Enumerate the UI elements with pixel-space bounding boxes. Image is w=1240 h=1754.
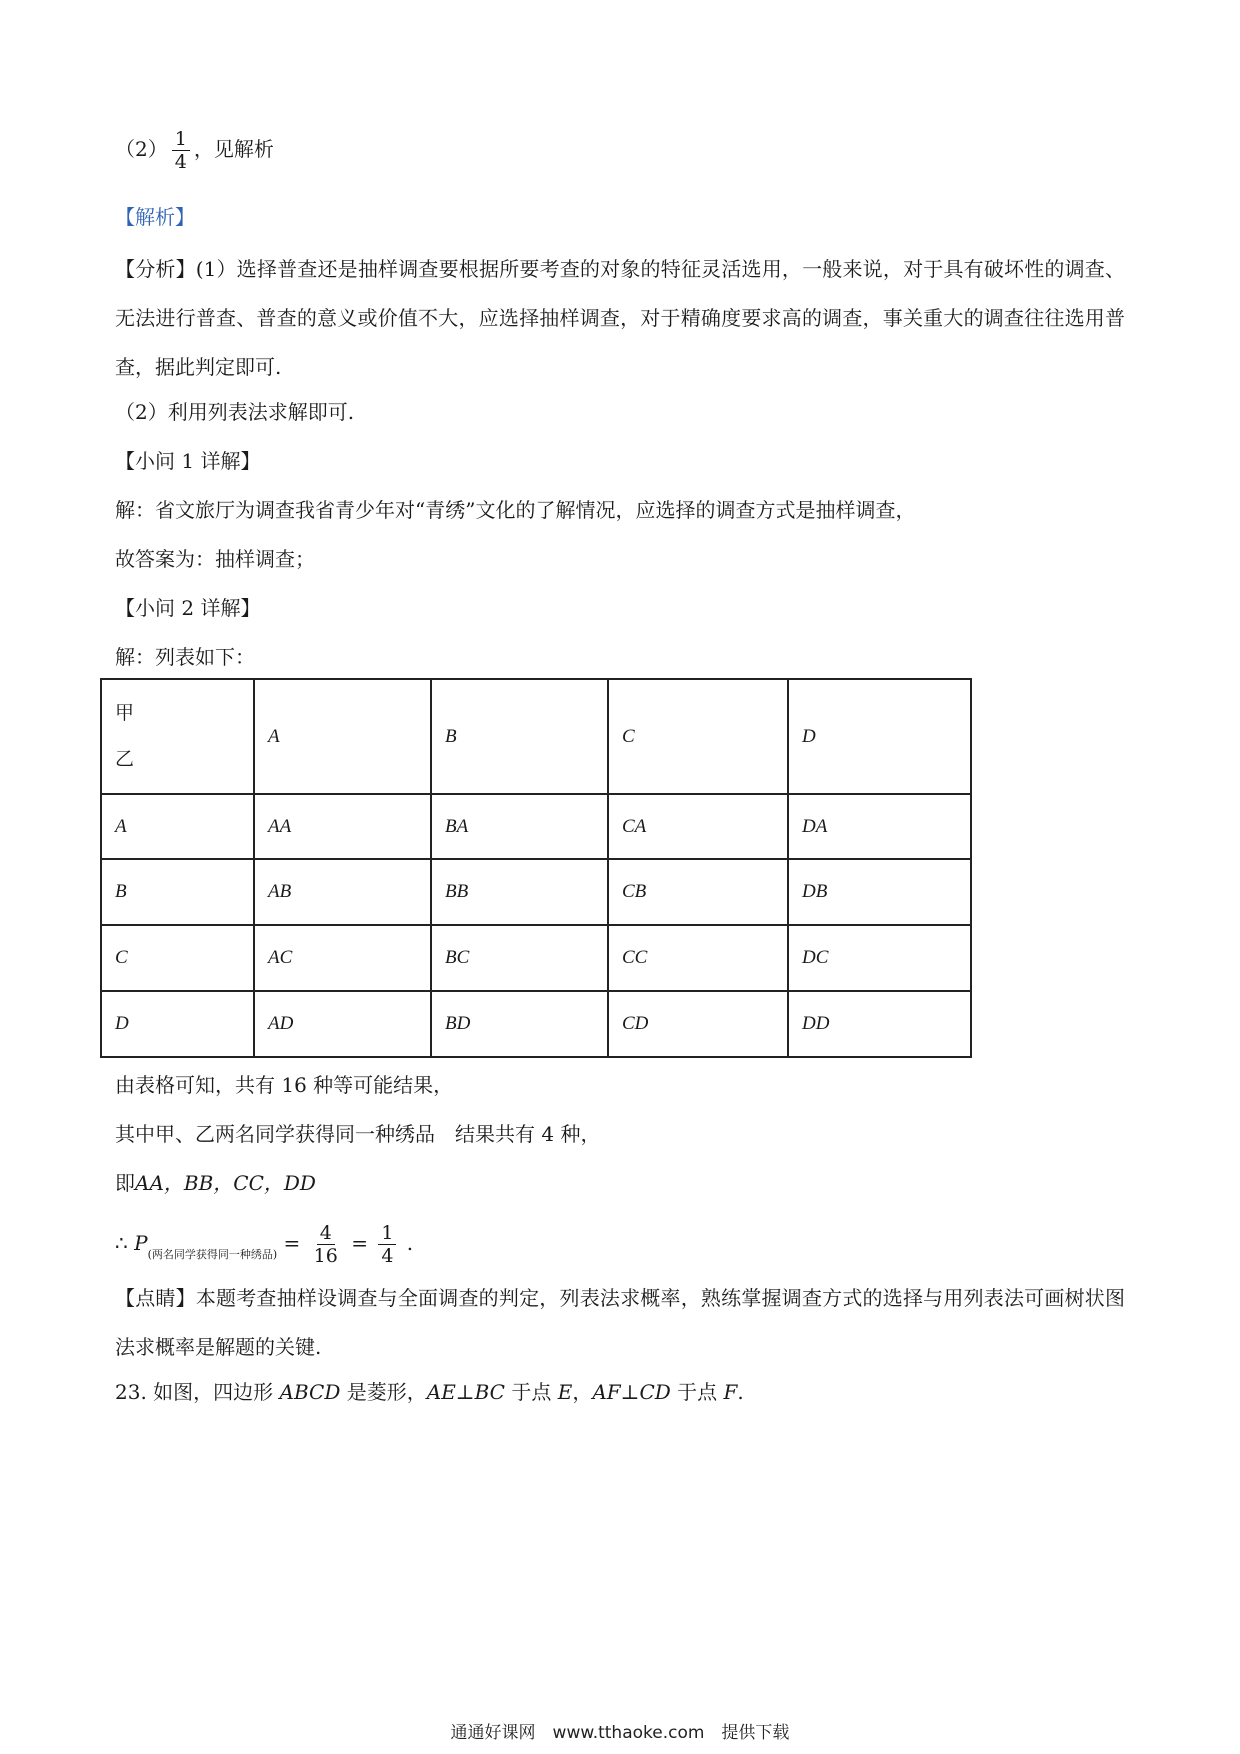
problem-text: 于点 (677, 1380, 718, 1404)
table-cell: DC (788, 925, 971, 991)
probability-symbol: P (134, 1231, 148, 1255)
segment-af: AF (592, 1380, 621, 1404)
perpendicular-symbol: ⊥ (455, 1380, 475, 1404)
table-row-label: C (101, 925, 254, 991)
fraction-4-16 (311, 1222, 341, 1267)
answer-2-fraction (172, 128, 190, 173)
problem-text: 于点 (511, 1380, 552, 1404)
conclusion-line-2: 其中甲、乙两名同学获得同一种绣品 结果共有 4 种， (115, 1122, 601, 1146)
table-cell: AB (254, 859, 431, 925)
table-row (101, 925, 971, 991)
table-row-label: A (101, 794, 254, 859)
fraction-numerator: 1 (172, 128, 190, 151)
table-cell: BC (431, 925, 608, 991)
quadrilateral-name: ABCD (279, 1380, 341, 1404)
answer-2-suffix: ，见解析 (193, 137, 274, 161)
table-col-header: B (431, 679, 608, 794)
table-cell: CD (608, 991, 788, 1057)
problem-23-statement (115, 1378, 744, 1406)
analysis-part-2: （2）利用列表法求解即可. (115, 400, 355, 424)
table-row-label: B (101, 859, 254, 925)
fraction-numerator: 4 (317, 1222, 335, 1245)
dianjing-paragraph: 【点睛】本题考查抽样设调查与全面调查的判定，列表法求概率，熟练掌握调查方式的选择与用列表法可画树状图法求概率是解题的关键. (115, 1286, 1125, 1359)
subquestion-1-heading: 【小问 1 详解】 (115, 449, 261, 473)
equals-sign-1: = (283, 1231, 301, 1255)
fraction-denominator: 16 (313, 1245, 338, 1267)
corner-label-yi: 乙 (115, 748, 135, 770)
probability-subscript: (两名同学获得同一种绣品) (147, 1248, 278, 1261)
table-row (101, 991, 971, 1057)
table-cell: BA (431, 794, 608, 859)
table-cell: DD (788, 991, 971, 1057)
table-corner-cell (101, 679, 254, 794)
outcome-table (100, 678, 972, 1058)
point-e: E (557, 1380, 573, 1404)
table-cell: AD (254, 991, 431, 1057)
problem-comma: ， (572, 1380, 593, 1404)
subquestion-2-intro: 解：列表如下： (115, 645, 255, 669)
subquestion-1-answer: 解：省文旅厅为调查我省青少年对“青绣”文化的了解情况，应选择的调查方式是抽样调查， (115, 498, 916, 522)
point-f: F (723, 1380, 738, 1404)
fraction-denominator: 4 (174, 151, 187, 173)
table-cell: CB (608, 859, 788, 925)
segment-ae: AE (426, 1380, 456, 1404)
perpendicular-symbol: ⊥ (620, 1380, 640, 1404)
conclusion-line-3-prefix: 即 (115, 1171, 135, 1195)
conclusion-line-1: 由表格可知，共有 16 种等可能结果， (115, 1073, 454, 1097)
jiexi-heading: 【解析】 (115, 205, 195, 229)
fraction-denominator: 4 (381, 1245, 394, 1267)
corner-label-jia: 甲 (115, 702, 135, 724)
table-cell: CA (608, 794, 788, 859)
subquestion-2-heading: 【小问 2 详解】 (115, 596, 261, 620)
segment-cd: CD (639, 1380, 671, 1404)
table-cell: CC (608, 925, 788, 991)
table-cell: DB (788, 859, 971, 925)
fraction-1-4 (378, 1222, 396, 1267)
table-cell: BD (431, 991, 608, 1057)
answer-2-prefix: （2） (115, 137, 168, 161)
problem-text: 是菱形， (346, 1380, 427, 1404)
formula-end-period: . (406, 1231, 414, 1255)
table-row-label: D (101, 991, 254, 1057)
segment-bc: BC (474, 1380, 505, 1404)
problem-number: 23. (115, 1380, 147, 1404)
analysis-paragraph: 【分析】(1）选择普查还是抽样调查要根据所要考查的对象的特征灵活选用，一般来说，对于具有破坏性的调查、无法进行普查、普查的意义或价值不大，应选择抽样调查，对于精确度要求高的调查，事关重大的调查往往选用普查，据此判定即可. (115, 257, 1125, 379)
equals-sign-2: = (351, 1231, 368, 1255)
answer-2-line (115, 128, 274, 173)
fraction-numerator: 1 (378, 1222, 396, 1245)
table-cell: DA (788, 794, 971, 859)
conclusion-outcomes: AA，BB，CC，DD (135, 1171, 316, 1195)
table-cell: BB (431, 859, 608, 925)
table-row (101, 859, 971, 925)
table-col-header: C (608, 679, 788, 794)
problem-text: 如图，四边形 (153, 1380, 274, 1404)
table-col-header: D (788, 679, 971, 794)
page-footer: 通通好课网 www.tthaoke.com 提供下载 (450, 1723, 790, 1743)
table-col-header: A (254, 679, 431, 794)
table-cell: AA (254, 794, 431, 859)
table-row (101, 794, 971, 859)
table-cell: AC (254, 925, 431, 991)
therefore-symbol: ∴ (115, 1231, 128, 1255)
problem-period: . (737, 1380, 744, 1404)
subquestion-1-conclusion: 故答案为：抽样调查； (115, 547, 315, 571)
conclusion-line-3 (115, 1169, 316, 1197)
table-header-row (101, 679, 971, 794)
probability-formula (115, 1222, 413, 1269)
